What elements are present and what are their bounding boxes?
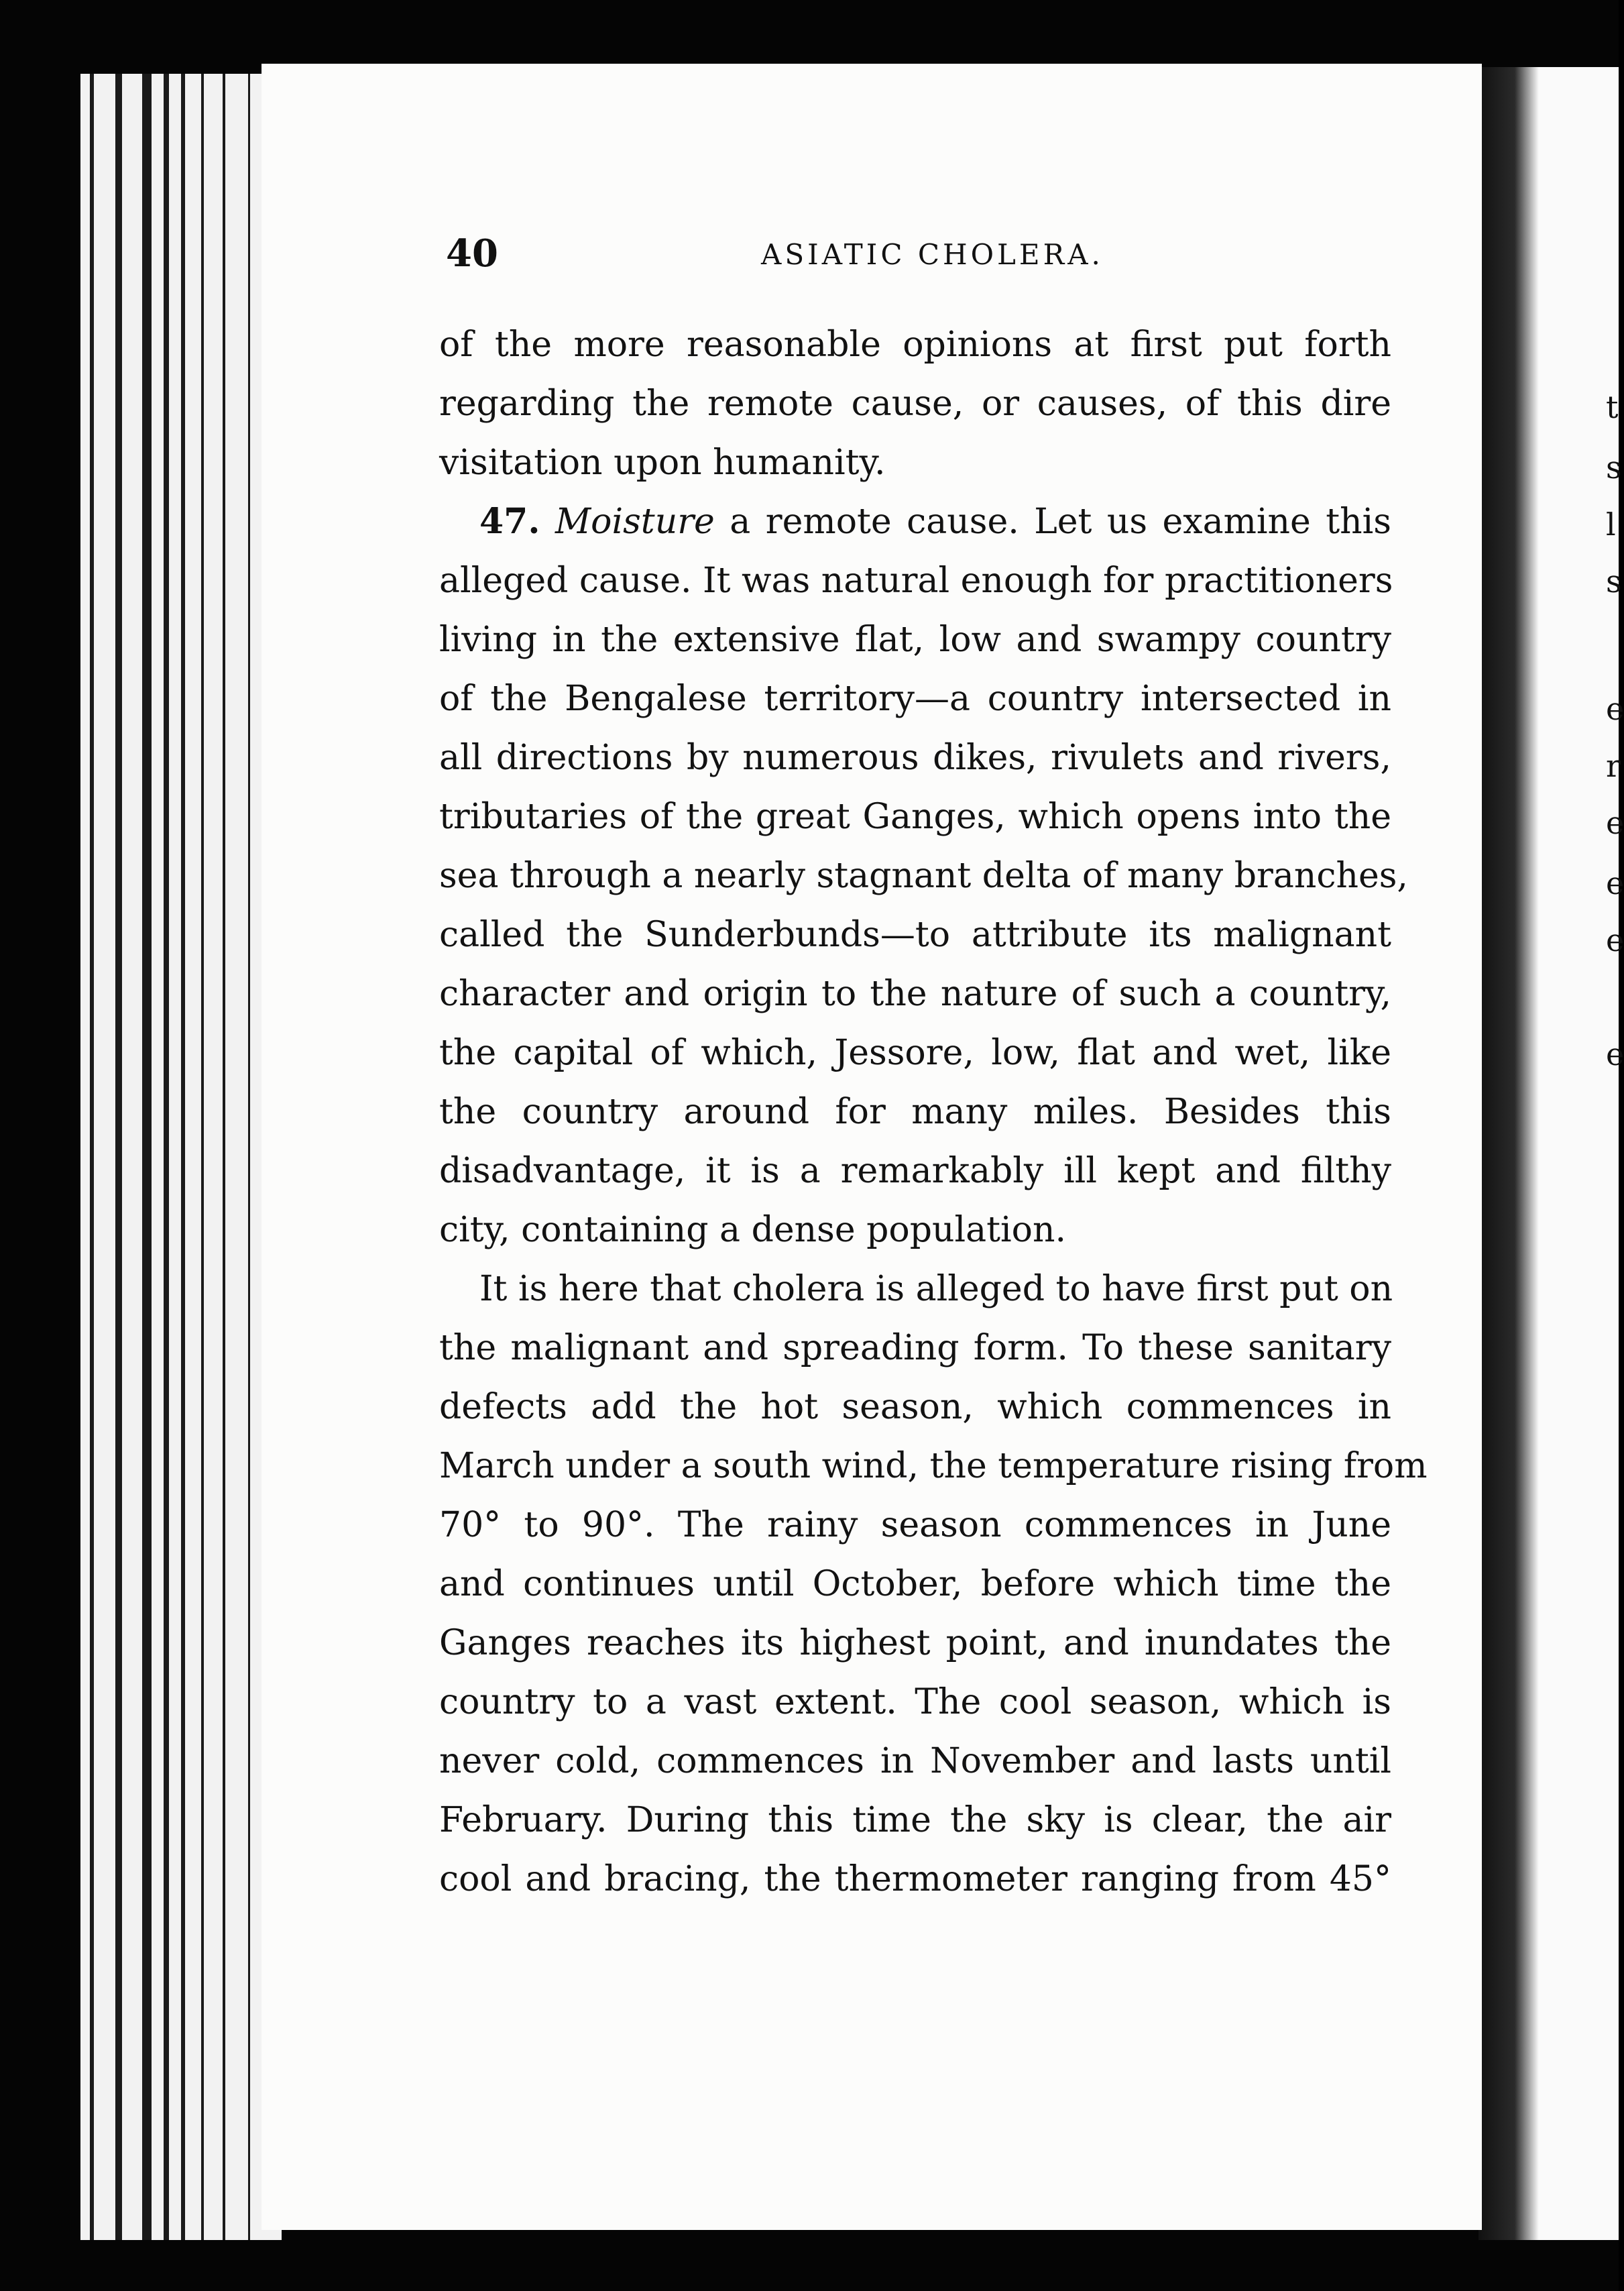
- section-number: 47.: [479, 501, 540, 542]
- book-page: [262, 64, 1482, 2230]
- paragraph-continued: [439, 315, 1391, 492]
- text-line: visitation upon humanity.: [439, 443, 886, 483]
- text-line: the country around for many miles. Besides this: [439, 1092, 1391, 1132]
- running-title: ASIATIC CHOLERA.: [761, 238, 1104, 271]
- text-line: It is here that cholera is alleged to have first put on: [479, 1269, 1393, 1309]
- paragraph-cholera-origin: [439, 1260, 1428, 1909]
- text-line: February. During this time the sky is clear, the air: [439, 1800, 1391, 1840]
- page-edge-stack: [80, 74, 282, 2240]
- text-line: regarding the remote cause, or causes, of this dire: [439, 384, 1391, 424]
- text-line: city, containing a dense population.: [439, 1210, 1066, 1250]
- text-line: the malignant and spreading form. To these sanitary: [439, 1328, 1391, 1368]
- text-line: March under a south wind, the temperature rising from: [439, 1446, 1428, 1486]
- text-line: called the Sunderbunds—to attribute its malignant: [439, 915, 1391, 955]
- scanned-book-spread: t s l s e r e e e e 40 ASIATIC CHOLERA. of the more reasonable opinions at first put forth regarding the remote cause, or causes, of this dire visitation upon humanity. 47. Moisture a remote cause. Let us examine this alleged cause. It was natural enough for practitioners living in the extensive flat, low and swampy country of the Bengalese territory—a country intersected in all directions by numerous dikes, rivulets and rivers, tributaries of the great Ganges, which opens into the sea through a nearly stagnant delta of many branches, called the Sunderbunds—to attribute its malignant character and origin to the nature of such a country, the capital of which, Jessore, low, flat and wet, like the country around for many miles. Besides this disadvantage, it is a remarkably ill kept and filthy city, containing a dense population. It is here that cholera is alleged to have first put on the malignant and spreading form. To these sanitary defects add the hot season, which commences in March under a south wind, the temperature rising from 70° to 90°. The rainy season commences in June and continues until October, before which time the Ganges reaches its highest point, and inundates the country to a vast extent. The cool season, which is never cold, commences in November and lasts until February. During this time the sky is clear, the air cool and bracing, the thermometer ranging from 45°: [0, 0, 1619, 2291]
- text-line: of the Bengalese territory—a country intersected in: [439, 679, 1391, 719]
- text-line: character and origin to the nature of such a country,: [439, 974, 1391, 1014]
- text-line: living in the extensive flat, low and swampy country: [439, 620, 1391, 660]
- text-line: the capital of which, Jessore, low, flat and wet, like: [439, 1033, 1391, 1073]
- paragraph-section-47: [439, 492, 1408, 1260]
- text-line: alleged cause. It was natural enough for practitioners: [439, 561, 1393, 601]
- section-heading-line: [439, 492, 1391, 551]
- page-number: 40: [446, 231, 498, 276]
- body-text: [439, 315, 1428, 1909]
- section-heading-rest: a remote cause. Let us examine this: [714, 502, 1391, 542]
- text-line: of the more reasonable opinions at first put forth: [439, 325, 1391, 365]
- text-line: disadvantage, it is a remarkably ill kept and filthy: [439, 1151, 1391, 1191]
- text-line: cool and bracing, the thermometer ranging from 45°: [439, 1859, 1391, 1899]
- text-line: never cold, commences in November and lasts until: [439, 1741, 1391, 1781]
- text-line: defects add the hot season, which commences in: [439, 1387, 1391, 1427]
- text-line: country to a vast extent. The cool season, which is: [439, 1682, 1391, 1722]
- text-line: Ganges reaches its highest point, and inundates the: [439, 1623, 1391, 1663]
- text-line: sea through a nearly stagnant delta of many branches,: [439, 856, 1408, 896]
- text-line: 70° to 90°. The rainy season commences in June: [439, 1505, 1391, 1545]
- text-line: and continues until October, before which time the: [439, 1564, 1391, 1604]
- text-line: all directions by numerous dikes, rivulets and rivers,: [439, 738, 1391, 778]
- running-head: [262, 231, 1482, 285]
- gutter-shadow: [1478, 67, 1539, 2240]
- section-heading-italic: Moisture: [555, 502, 715, 542]
- text-line: tributaries of the great Ganges, which opens into the: [439, 797, 1391, 837]
